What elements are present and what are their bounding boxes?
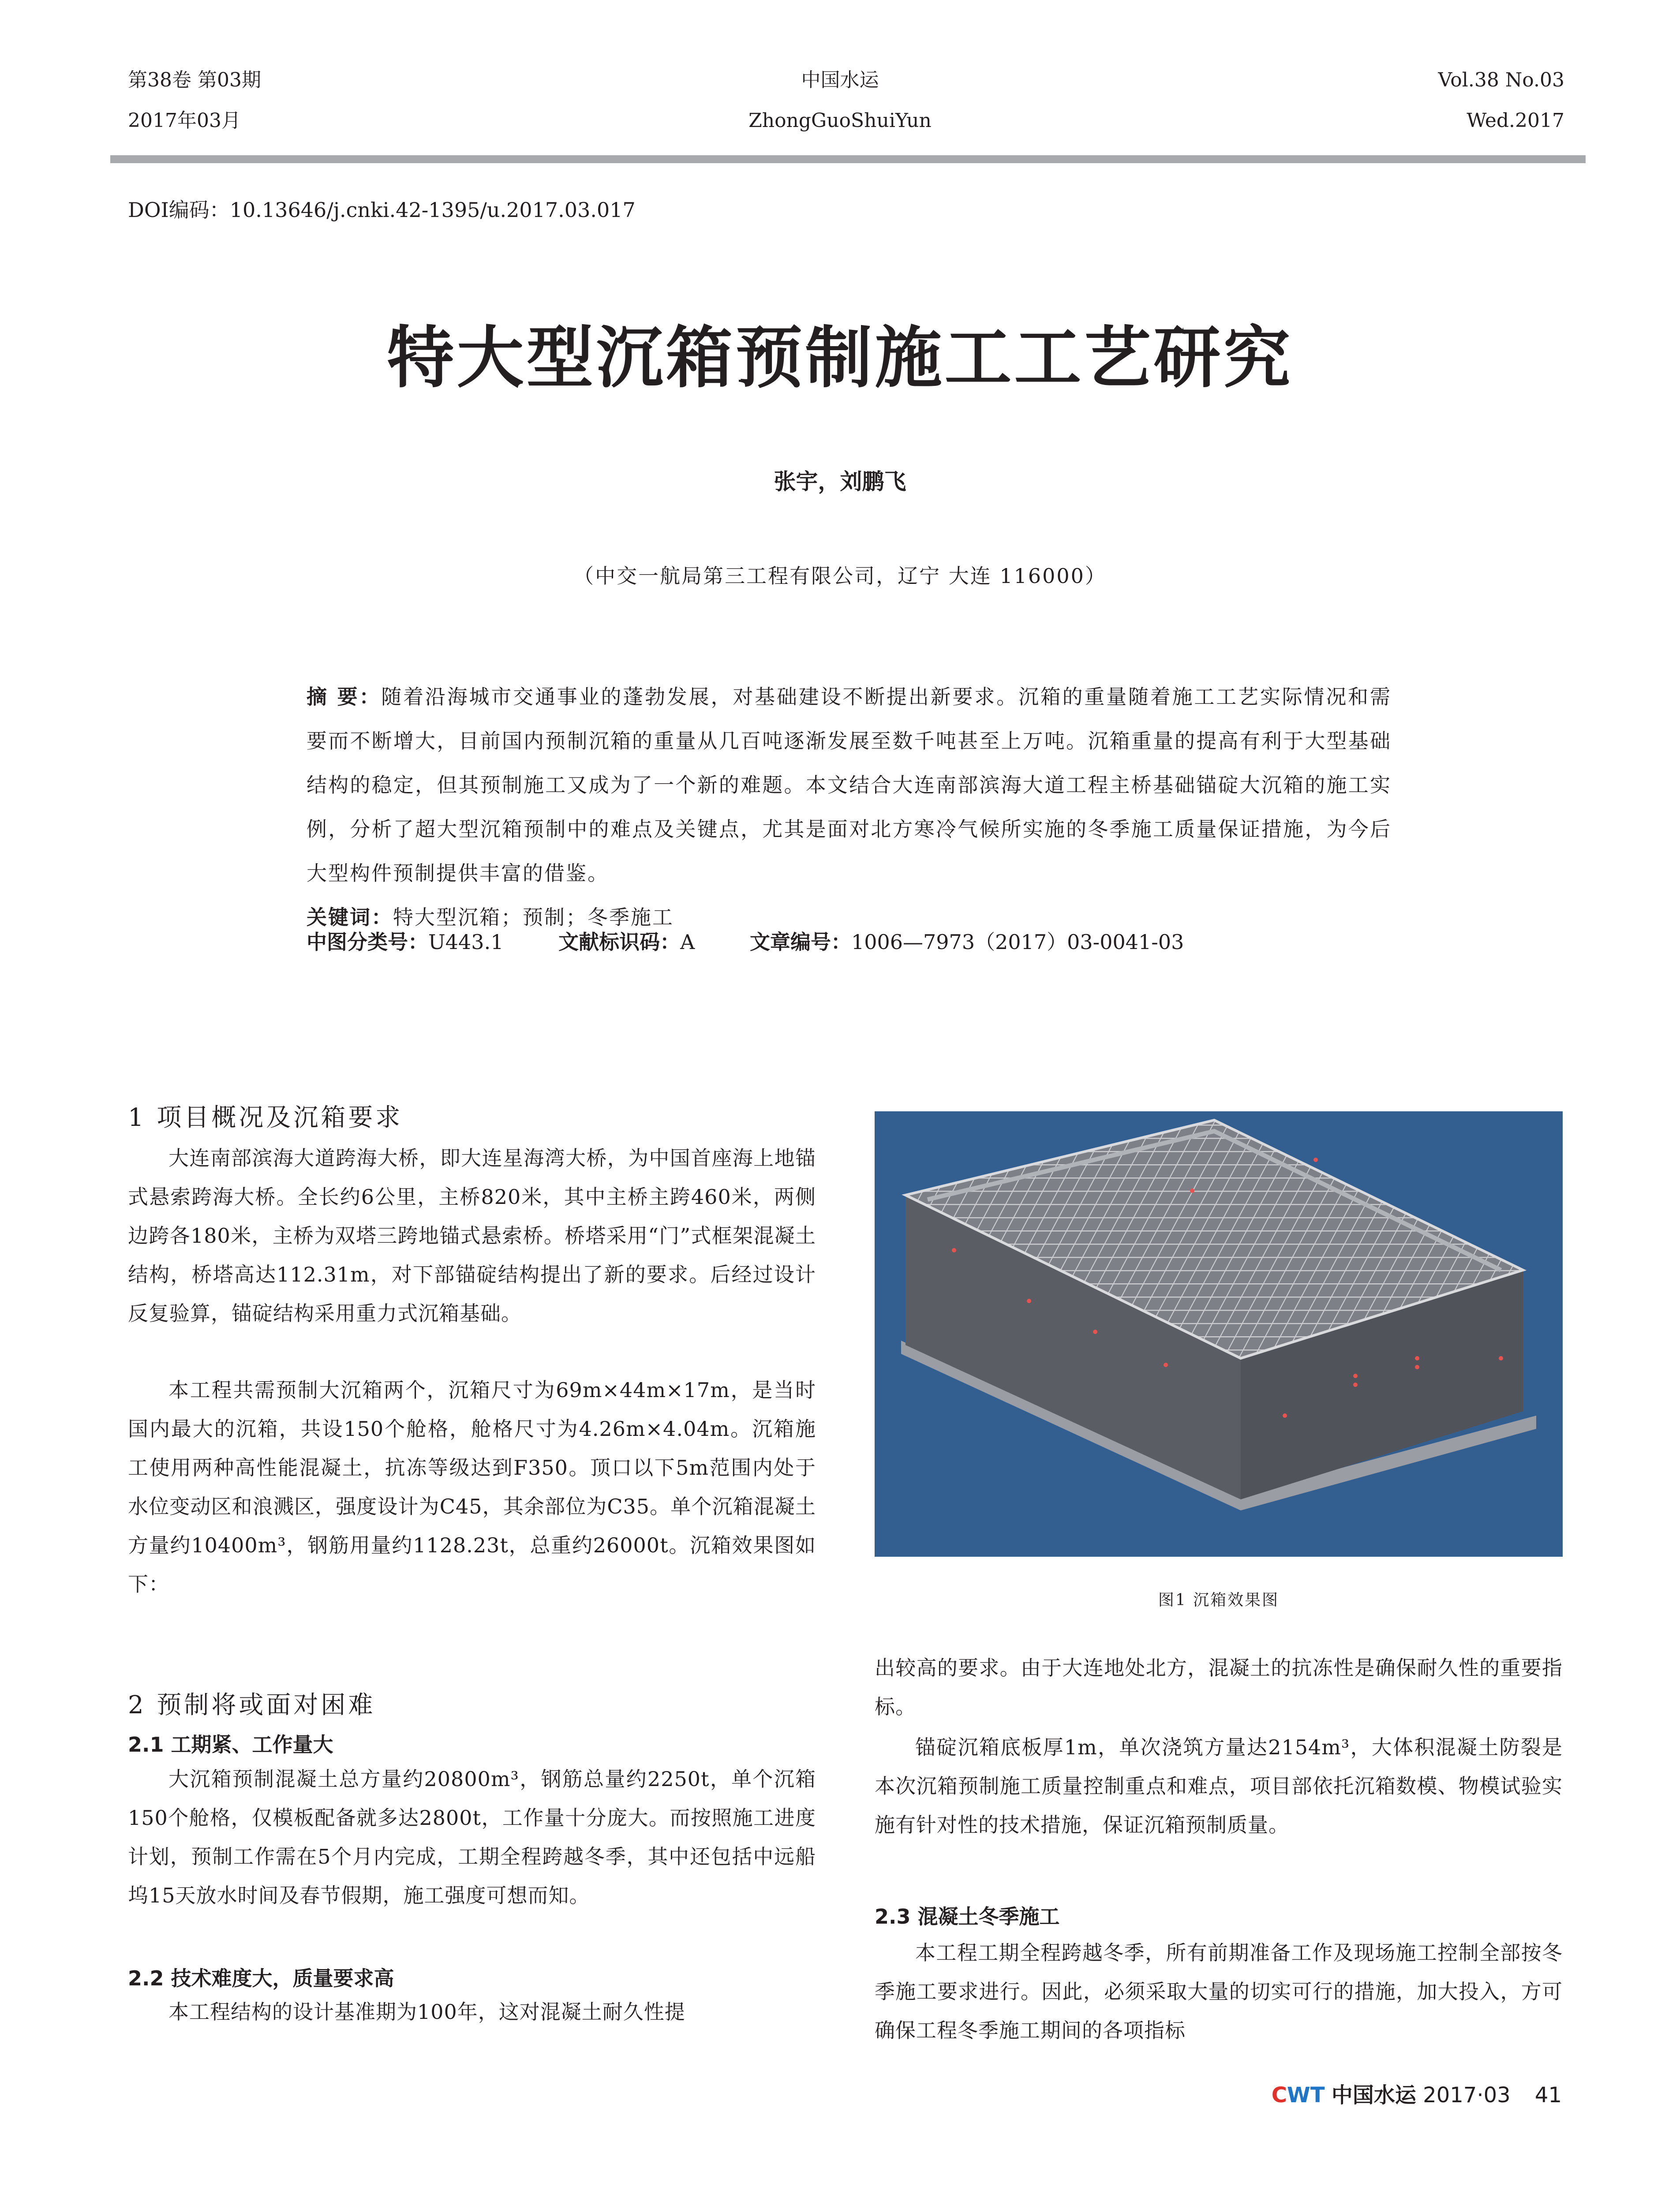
section-2-2-para: 本工程结构的设计基准期为100年，这对混凝土耐久性提 bbox=[168, 2000, 685, 2024]
cwt-logo-c: C bbox=[1271, 2083, 1287, 2108]
abstract-text: 随着沿海城市交通事业的蓬勃发展，对基础建设不断提出新要求。沉箱的重量随着施工工艺实际情况和需要而不断增大，目前国内预制沉箱的重量从几百吨逐渐发展至数千吨甚至上万吨。沉箱重量的提高有利于大型基础结构的稳定，但其预制施工又成为了一个新的难题。本文结合大连南部滨海大道工程主桥基础锚碇大沉箱的施工实例，分析了超大型沉箱预制中的难点及关键点，尤其是面对北方寒冷气候所实施的冬季施工质量保证措施，为今后大型构件预制提供丰富的借鉴。 bbox=[307, 685, 1392, 885]
doccode-label: 文献标识码： bbox=[558, 930, 681, 954]
caisson-rendering bbox=[875, 1111, 1563, 1557]
cwt-logo-wt: WT bbox=[1287, 2083, 1325, 2108]
section-2-2-heading: 2.2 技术难度大，质量要求高 bbox=[128, 1966, 394, 1990]
footer-issue: 2017·03 bbox=[1423, 2083, 1511, 2108]
footer-journal: 中国水运 bbox=[1331, 2083, 1416, 2108]
keywords: 特大型沉箱；预制；冬季施工 bbox=[393, 905, 674, 929]
abstract bbox=[307, 675, 1392, 939]
section-2-3-para: 本工程工期全程跨越冬季，所有前期准备工作及现场施工控制全部按冬季施工要求进行。因此，必须采取大量的切实可行的措施，加大投入，方可确保工程冬季施工期间的各项指标 bbox=[875, 1941, 1563, 2042]
header-vol-no: Vol.38 No.03 bbox=[1438, 69, 1564, 91]
header-journal-pinyin: ZhongGuoShuiYun bbox=[748, 109, 932, 132]
section-2-heading: 2 预制将或面对困难 bbox=[128, 1691, 376, 1719]
header-volume: 第38卷 第03期 bbox=[128, 69, 261, 91]
right-para-2: 锚碇沉箱底板厚1m，单次浇筑方量达2154m³，大体积混凝土防裂是本次沉箱预制施工质量控制重点和难点，项目部依托沉箱数模、物模试验实施有针对性的技术措施，保证沉箱预制质量。 bbox=[875, 1735, 1563, 1837]
section-1-para-2: 本工程共需预制大沉箱两个，沉箱尺寸为69m×44m×17m，是当时国内最大的沉箱，共设150个舱格，舱格尺寸为4.26m×4.04m。沉箱施工使用两种高性能混凝土，抗冻等级达到F350。顶口以下5m范围内处于水位变动区和浪溅区，强度设计为C45，其余部位为C35。单个沉箱混凝土方量约10400m³，钢筋用量约1128.23t，总重约26000t。沉箱效果图如下： bbox=[128, 1378, 816, 1596]
classification-line bbox=[307, 926, 1232, 955]
doccode-value: A bbox=[680, 930, 695, 954]
keywords-label: 关键词： bbox=[307, 905, 393, 929]
authors: 张宇，刘鹏飞 bbox=[774, 469, 906, 494]
header-date: 2017年03月 bbox=[128, 109, 241, 132]
header-journal: 中国水运 bbox=[801, 69, 879, 91]
figure-caption: 图1 沉箱效果图 bbox=[1158, 1591, 1280, 1609]
caisson-rendering-figure bbox=[875, 1111, 1563, 1557]
section-2-1-para: 大沉箱预制混凝土总方量约20800m³，钢筋总量约2250t，单个沉箱150个舱格，仅模板配备就多达2800t，工作量十分庞大。而按照施工进度计划，预制工作需在5个月内完成，工期全程跨越冬季，其中还包括中远船坞15天放水时间及春节假期，施工强度可想而知。 bbox=[128, 1767, 816, 1907]
doi: DOI编码：10.13646/j.cnki.42-1395/u.2017.03.017 bbox=[128, 198, 636, 222]
section-2-1-heading: 2.1 工期紧、工作量大 bbox=[128, 1733, 333, 1757]
articleno-label: 文章编号： bbox=[749, 930, 851, 954]
clc-value: U443.1 bbox=[428, 930, 504, 954]
section-1-heading: 1 项目概况及沉箱要求 bbox=[128, 1103, 403, 1132]
page-number: 41 bbox=[1534, 2083, 1562, 2108]
section-2-3-heading: 2.3 混凝土冬季施工 bbox=[875, 1905, 1060, 1928]
affiliation: （中交一航局第三工程有限公司，辽宁 大连 116000） bbox=[573, 564, 1107, 588]
abstract-label: 摘 要： bbox=[307, 685, 382, 709]
header-rule bbox=[110, 155, 1586, 163]
clc-label: 中图分类号： bbox=[307, 930, 428, 954]
articleno-value: 1006—7973（2017）03-0041-03 bbox=[851, 930, 1184, 954]
page-footer bbox=[1272, 2078, 1562, 2108]
section-1-para-1: 大连南部滨海大道跨海大桥，即大连星海湾大桥，为中国首座海上地锚式悬索跨海大桥。全长约6公里，主桥820米，其中主桥主跨460米，两侧边跨各180米，主桥为双塔三跨地锚式悬索桥。桥塔采用“门”式框架混凝土结构，桥塔高达112.31m，对下部锚碇结构提出了新的要求。后经过设计反复验算，锚碇结构采用重力式沉箱基础。 bbox=[128, 1146, 816, 1325]
paper-title: 特大型沉箱预制施工工艺研究 bbox=[387, 318, 1293, 397]
header-wed: Wed.2017 bbox=[1467, 109, 1564, 132]
right-para-1: 出较高的要求。由于大连地处北方，混凝土的抗冻性是确保耐久性的重要指标。 bbox=[875, 1656, 1563, 1719]
